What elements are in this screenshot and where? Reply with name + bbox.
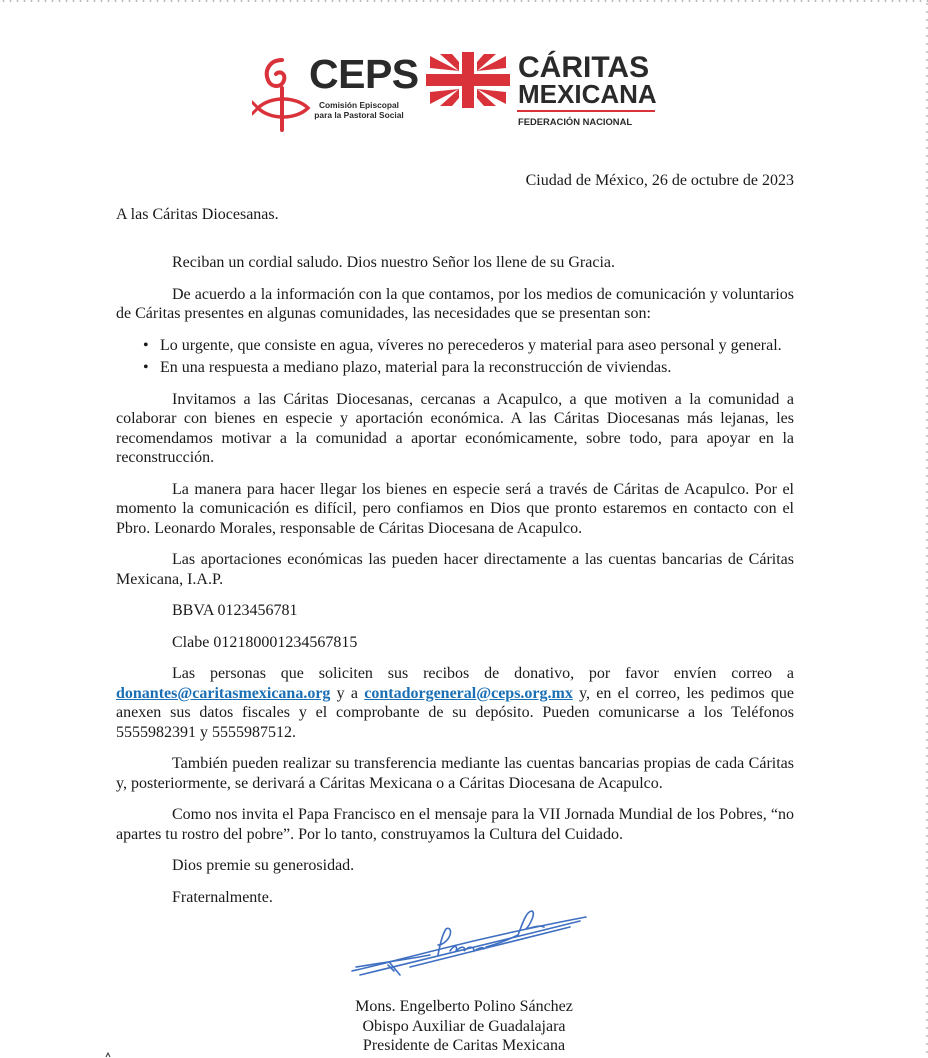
salutation: A las Cáritas Diocesanas. <box>116 205 279 223</box>
paragraph-receipts <box>116 664 794 742</box>
list-item <box>116 358 794 378</box>
email-donantes-link[interactable]: donantes@caritasmexicana.org <box>116 684 331 702</box>
bank-account: BBVA 0123456781 <box>172 602 298 619</box>
signatory-title1: Obispo Auxiliar de Guadalajara <box>362 1017 566 1035</box>
email-contador-link[interactable]: contadorgeneral@ceps.org.mx <box>364 684 573 702</box>
list-item <box>116 336 794 356</box>
closing: Fraternalmente. <box>172 888 273 906</box>
paragraph-pope: Como nos invita el Papa Francisco en el mensaje para la VII Jornada Mundial de los Pobres, “no apartes tu rostro del pobre”. Por lo tanto, construyamos la Cultura del Cuidado. <box>116 806 794 843</box>
ceps-logo-icon <box>252 50 312 140</box>
caritas-cross-icon <box>426 52 510 108</box>
paragraph-transfer: También pueden realizar su transferencia mediante las cuentas bancarias propias de cada Cáritas y, posteriormente, se derivará a Cáritas Mexicana o a Cáritas Diocesana de Acapulco. <box>116 755 794 792</box>
paragraph-invite: Invitamos a las Cáritas Diocesanas, cercanas a Acapulco, a que motiven a la comunidad a colaborar con bienes en especie y aportación económica. A las Cáritas Diocesanas más lejanas, les recomendamos motivar a la comunidad a aportar económicamente, sobre todo, para apoyar en la reconstrucción. <box>116 390 794 466</box>
clabe-account: Clabe 012180001234567815 <box>172 633 358 651</box>
bullet-icon: • <box>143 359 149 376</box>
ceps-name: CEPS <box>309 51 419 97</box>
ceps-subtitle-line2: para la Pastoral Social <box>314 110 404 120</box>
receipts-text-post: y, en el correo, les pedimos que anexen sus datos fiscales y el comprobante de su depósito. Pueden comunicarse a los Teléfonos 5555982391 y 5555987512. <box>116 684 795 741</box>
caritas-name-line2: MEXICANA <box>518 79 657 109</box>
letter-date: Ciudad de México, 26 de octubre de 2023 <box>525 172 794 189</box>
receipts-text-pre: Las personas que soliciten sus recibos de donativo, por favor envíen correo a <box>172 665 794 682</box>
bullet-icon: • <box>143 336 149 354</box>
letter-body <box>116 171 794 907</box>
list-item-text: Lo urgente, que consiste en agua, víveres no perecederos y material para aseo personal y general. <box>160 336 782 354</box>
paragraph-goods: La manera para hacer llegar los bienes en especie será a través de Cáritas de Acapulco. Por el momento la comunicación es difícil, pero confiamos en Dios que pronto estaremos en contacto con el Pbro. Leonardo Morales, responsable de Cáritas Diocesana de Acapulco. <box>116 480 794 537</box>
corner-mark-icon <box>105 1052 111 1058</box>
ceps-subtitle <box>309 100 409 120</box>
caritas-name-line1: CÁRITAS <box>518 51 650 84</box>
paragraph-accounts: Las aportaciones económicas las pueden hacer directamente a las cuentas bancarias de Cáritas Mexicana, I.A.P. <box>116 551 794 588</box>
signatory-title2: Presidente de Caritas Mexicana <box>362 1037 566 1054</box>
blessing: Dios premie su generosidad. <box>172 857 355 874</box>
signatory-block <box>300 997 628 1056</box>
signature-icon <box>350 905 590 985</box>
receipts-text-and: y a <box>336 684 358 702</box>
caritas-subtitle: FEDERACIÓN NACIONAL <box>518 116 633 127</box>
needs-list <box>116 336 794 378</box>
ceps-subtitle-line1: Comisión Episcopal <box>318 100 400 110</box>
paragraph-needs: De acuerdo a la información con la que contamos, por los medios de comunicación y voluntarios de Cáritas presentes en algunas comunidades, las necesidades que se presentan son: <box>116 285 794 322</box>
signatory-name: Mons. Engelberto Polino Sánchez <box>355 998 573 1015</box>
letterhead <box>0 0 928 150</box>
caritas-divider <box>517 110 655 112</box>
greeting: Reciban un cordial saludo. Dios nuestro Señor los llene de su Gracia. <box>172 254 615 271</box>
list-item-text: En una respuesta a mediano plazo, material para la reconstrucción de viviendas. <box>160 359 672 376</box>
